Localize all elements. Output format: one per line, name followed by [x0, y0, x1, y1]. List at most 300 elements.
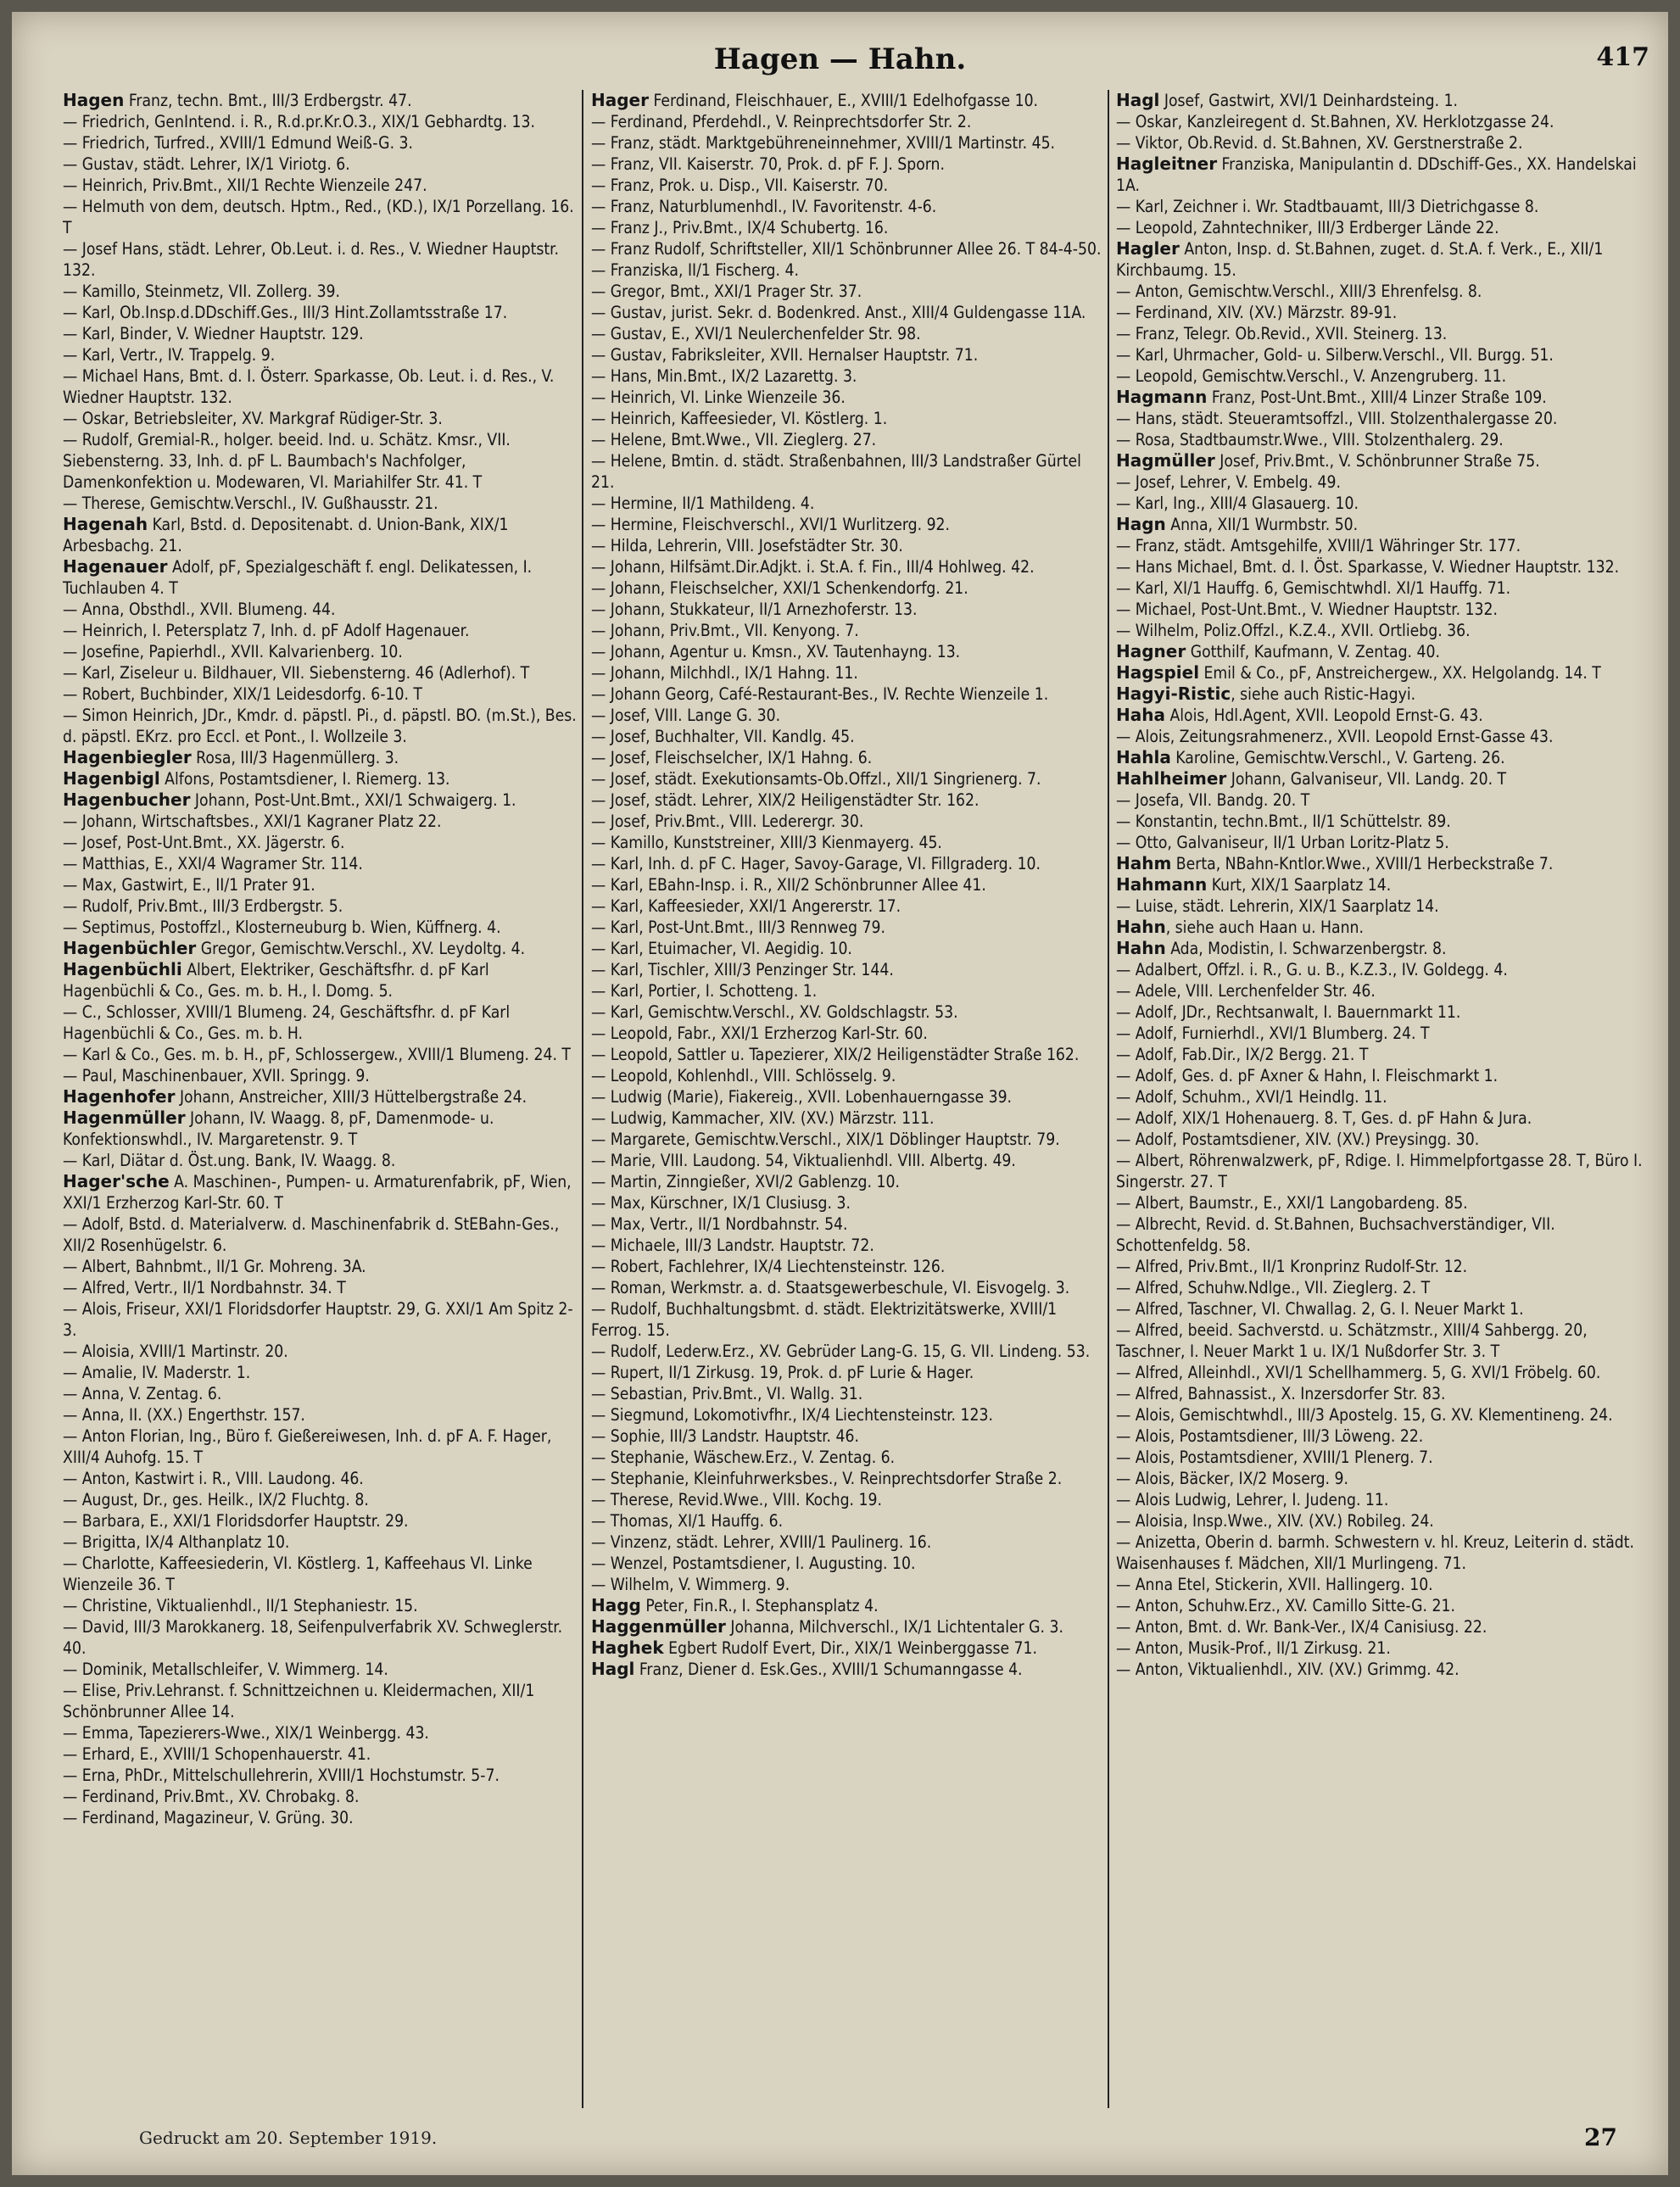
- entry-text: — Leopold, Sattler u. Tapezierer, XIX/2 Heiligenstädter Straße 162.: [591, 1045, 1080, 1064]
- directory-entry: [591, 1489, 1107, 1510]
- entry-surname: Hagenbiegler: [63, 747, 192, 767]
- entry-text: — Adalbert, Offzl. i. R., G. u. B., K.Z.3., IV. Goldegg. 4.: [1116, 960, 1508, 979]
- directory-entry: [63, 768, 578, 789]
- column-divider: [1108, 90, 1109, 2108]
- entry-surname: Hagmüller: [1116, 450, 1215, 471]
- directory-entry: [591, 1256, 1107, 1277]
- entry-text: Johann, Anstreicher, XIII/3 Hüttelbergstraße 24.: [175, 1087, 527, 1107]
- page-number: 417: [1596, 42, 1649, 72]
- directory-page: [12, 12, 1668, 2175]
- directory-entry: [1116, 832, 1654, 853]
- entry-text: — Matthias, E., XXI/4 Wagramer Str. 114.: [63, 854, 363, 873]
- entry-text: — Therese, Gemischtw.Verschl., IV. Gußhausstr. 21.: [63, 494, 438, 513]
- directory-entry: [1116, 429, 1654, 450]
- entry-text: — Karl, Post-Unt.Bmt., III/3 Rennweg 79.: [591, 918, 885, 937]
- directory-entry: [63, 1171, 578, 1213]
- directory-entry: [63, 1277, 578, 1298]
- entry-text: — Alfred, beeid. Sachverstd. u. Schätzmstr., XIII/4 Sahbergg. 20, Taschner, I. Neuer Markt 1 u. IX/1 Nußdorfer Str. 3. T: [1116, 1320, 1588, 1361]
- entry-surname: Hahn: [1116, 938, 1166, 958]
- directory-entry: [1116, 1616, 1654, 1637]
- directory-entry: [63, 853, 578, 874]
- directory-entry: [63, 493, 578, 514]
- entry-text: — Franz, Naturblumenhdl., IV. Favoritenstr. 4-6.: [591, 197, 937, 216]
- entry-text: Karl, Bstd. d. Depositenabt. d. Union-Bank, XIX/1 Arbesbachg. 21.: [63, 515, 509, 555]
- directory-entry: [591, 853, 1107, 874]
- entry-text: — Vinzenz, städt. Lehrer, XVIII/1 Paulinerg. 16.: [591, 1532, 932, 1552]
- entry-text: — Josef, städt. Exekutionsamts-Ob.Offzl., XII/1 Singrienerg. 7.: [591, 769, 1041, 789]
- directory-entry: [63, 1468, 578, 1489]
- directory-entry: [591, 1510, 1107, 1531]
- directory-entry: [591, 1637, 1107, 1659]
- entry-text: Josef, Gastwirt, XVI/1 Deinhardsteing. 1.: [1159, 91, 1459, 110]
- entry-surname: Hagenauer: [63, 556, 168, 577]
- directory-entry: [63, 662, 578, 683]
- directory-entry: [1116, 1447, 1654, 1468]
- entry-text: — Alois, Friseur, XXI/1 Floridsdorfer Hauptstr. 29, G. XXI/1 Am Spitz 2-3.: [63, 1299, 573, 1340]
- directory-entry: [591, 1425, 1107, 1447]
- entry-text: — Johann, Agentur u. Kmsn., XV. Tautenhayng. 13.: [591, 642, 961, 661]
- directory-entry: [1116, 1150, 1654, 1192]
- entry-text: Johanna, Milchverschl., IX/1 Lichtentaler G. 3.: [725, 1617, 1063, 1637]
- entry-text: , siehe auch Ristic-Hagyi.: [1231, 684, 1416, 704]
- entry-text: — Gregor, Bmt., XXI/1 Prager Str. 37.: [591, 282, 862, 301]
- directory-entry: [1116, 1319, 1654, 1362]
- entry-surname: Hagleitner: [1116, 153, 1218, 174]
- entry-surname: Haghek: [591, 1637, 664, 1658]
- entry-text: — Albert, Bahnbmt., II/1 Gr. Mohreng. 3A.: [63, 1257, 366, 1276]
- entry-text: — Rudolf, Gremial-R., holger. beeid. Ind. u. Schätz. Kmsr., VII. Siebensterng. 33, Inh. d. pF L. Baumbach's Nachfolger, Damenkonfektion u. Modewaren, VI. Mariahilfer Str. 41. T: [63, 430, 511, 492]
- entry-text: — Josef, Buchhalter, VII. Kandlg. 45.: [591, 727, 855, 746]
- directory-entry: [591, 1171, 1107, 1192]
- entry-text: — Ferdinand, Priv.Bmt., XV. Chrobakg. 8.: [63, 1787, 360, 1806]
- directory-entry: [591, 683, 1107, 705]
- entry-text: Alfons, Postamtsdiener, I. Riemerg. 13.: [159, 769, 450, 789]
- directory-entry: [63, 153, 578, 175]
- directory-entry: [63, 959, 578, 1001]
- directory-entry: [63, 1362, 578, 1383]
- directory-entry: [591, 1277, 1107, 1298]
- directory-entry: [591, 196, 1107, 217]
- entry-text: Johann, Galvaniseur, VII. Landg. 20. T: [1226, 769, 1507, 789]
- entry-text: — Franz Rudolf, Schriftsteller, XII/1 Schönbrunner Allee 26. T 84-4-50.: [591, 239, 1102, 259]
- entry-text: — Adolf, Bstd. d. Materialverw. d. Maschinenfabrik d. StEBahn-Ges., XII/2 Rosenhügelstr. 6.: [63, 1214, 560, 1255]
- entry-text: — Karl, Etuimacher, VI. Aegidig. 10.: [591, 939, 852, 958]
- entry-surname: Haha: [1116, 705, 1165, 725]
- entry-text: — Leopold, Kohlenhdl., VIII. Schlösselg. 9.: [591, 1066, 896, 1085]
- entry-surname: Hahn: [1116, 917, 1166, 937]
- entry-text: — David, III/3 Marokkanerg. 18, Seifenpulverfabrik XV. Schweglerstr. 40.: [63, 1617, 563, 1658]
- entry-surname: Hagenhofer: [63, 1086, 176, 1107]
- directory-entry: [63, 90, 578, 111]
- entry-text: — Karl, Tischler, XIII/3 Penzinger Str. 144.: [591, 960, 894, 979]
- entry-text: — Anton, Kastwirt i. R., VIII. Laudong. 46.: [63, 1469, 364, 1488]
- entry-text: — Brigitta, IX/4 Althanplatz 10.: [63, 1532, 290, 1552]
- page-header: [12, 42, 1668, 93]
- entry-text: — Josef, Post-Unt.Bmt., XX. Jägerstr. 6.: [63, 833, 345, 852]
- directory-entry: [63, 1510, 578, 1531]
- directory-entry: [591, 1595, 1107, 1616]
- entry-text: Anna, XII/1 Wurmbstr. 50.: [1165, 515, 1359, 534]
- directory-entry: [63, 1086, 578, 1107]
- entry-text: — Wenzel, Postamtsdiener, I. Augusting. 10.: [591, 1554, 916, 1573]
- directory-entry: [591, 747, 1107, 768]
- entry-text: — Viktor, Ob.Revid. d. St.Bahnen, XV. Gerstnerstraße 2.: [1116, 133, 1523, 153]
- entry-text: — Elise, Priv.Lehranst. f. Schnittzeichnen u. Kleidermachen, XII/1 Schönbrunner Allee 14.: [63, 1681, 535, 1721]
- directory-entry: [591, 365, 1107, 387]
- directory-entry: [1116, 1404, 1654, 1425]
- entry-text: — Leopold, Fabr., XXI/1 Erzherzog Karl-Str. 60.: [591, 1024, 928, 1043]
- directory-entry: [1116, 450, 1654, 471]
- directory-entry: [591, 556, 1107, 577]
- entry-surname: Hagen: [63, 90, 125, 110]
- directory-entry: [63, 705, 578, 747]
- directory-entry: [63, 1807, 578, 1828]
- entry-text: — Adolf, JDr., Rechtsanwalt, I. Bauernmarkt 11.: [1116, 1002, 1461, 1022]
- directory-entry: [63, 238, 578, 281]
- entry-surname: Hagner: [1116, 641, 1186, 661]
- directory-column-1: [63, 90, 578, 2104]
- directory-entry: [63, 281, 578, 302]
- entry-text: — Anna, Obsthdl., XVII. Blumeng. 44.: [63, 600, 336, 619]
- directory-entry: [63, 1786, 578, 1807]
- directory-entry: [63, 1298, 578, 1341]
- entry-text: — Michael Hans, Bmt. d. I. Österr. Sparkasse, Ob. Leut. i. d. Res., V. Wiedner Hauptstr. 132.: [63, 366, 555, 407]
- directory-entry: [63, 111, 578, 132]
- entry-text: — Kamillo, Kunststreiner, XIII/3 Kienmayerg. 45.: [591, 833, 942, 852]
- entry-text: — Anton, Musik-Prof., II/1 Zirkusg. 21.: [1116, 1638, 1391, 1658]
- entry-text: Ferdinand, Fleischhauer, E., XVIII/1 Edelhofgasse 10.: [648, 91, 1039, 110]
- entry-text: — Anna, II. (XX.) Engerthstr. 157.: [63, 1405, 305, 1425]
- entry-text: — Michael, Post-Unt.Bmt., V. Wiedner Hauptstr. 132.: [1116, 600, 1498, 619]
- entry-text: — Josef, Lehrer, V. Embelg. 49.: [1116, 472, 1341, 492]
- directory-entry: [1116, 599, 1654, 620]
- entry-text: — Simon Heinrich, JDr., Kmdr. d. päpstl. Pi., d. päpstl. BO. (m.St.), Bes. d. päpstl. EKrz. pro Eccl. et Pont., I. Wollzeile 3.: [63, 706, 577, 746]
- entry-text: — Aloisia, Insp.Wwe., XIV. (XV.) Robileg. 24.: [1116, 1511, 1434, 1531]
- entry-text: Albert, Elektriker, Geschäftsfhr. d. pF Karl Hagenbüchli & Co., Ges. m. b. H., I. Domg. 5.: [63, 960, 489, 1001]
- directory-entry: [63, 1065, 578, 1086]
- entry-text: — Konstantin, techn.Bmt., II/1 Schüttelstr. 89.: [1116, 812, 1451, 831]
- entry-text: — Anizetta, Oberin d. barmh. Schwestern v. hl. Kreuz, Leiterin d. städt. Waisenhauses f. Mädchen, XII/1 Murlingeng. 71.: [1116, 1532, 1634, 1573]
- directory-entry: [1116, 1574, 1654, 1595]
- entry-text: — Adolf, Ges. d. pF Axner & Hahn, I. Fleischmarkt 1.: [1116, 1066, 1499, 1085]
- directory-entry: [591, 1107, 1107, 1129]
- entry-text: — Christine, Viktualienhdl., II/1 Stephaniestr. 15.: [63, 1596, 418, 1615]
- entry-text: — Robert, Buchbinder, XIX/1 Leidesdorfg. 6-10. T: [63, 684, 422, 704]
- directory-entry: [591, 217, 1107, 238]
- entry-text: Ada, Modistin, I. Schwarzenbergstr. 8.: [1165, 939, 1447, 958]
- directory-entry: [1116, 238, 1654, 281]
- entry-text: — Franz, VII. Kaiserstr. 70, Prok. d. pF F. J. Sporn.: [591, 154, 945, 174]
- column-divider: [582, 90, 583, 2108]
- entry-text: Johann, Post-Unt.Bmt., XXI/1 Schwaigerg. 1.: [190, 790, 516, 810]
- directory-entry: [63, 1531, 578, 1553]
- directory-entry: [63, 1107, 578, 1150]
- entry-text: — Karl, Binder, V. Wiedner Hauptstr. 129.: [63, 324, 364, 343]
- entry-text: — Hermine, Fleischverschl., XVI/1 Wurlitzerg. 92.: [591, 515, 951, 534]
- entry-text: Kurt, XIX/1 Saarplatz 14.: [1207, 875, 1392, 895]
- entry-text: — Adolf, Fab.Dir., IX/2 Bergg. 21. T: [1116, 1045, 1369, 1064]
- directory-entry: [1116, 1065, 1654, 1086]
- directory-entry: [591, 662, 1107, 683]
- entry-text: — Helene, Bmt.Wwe., VII. Zieglerg. 27.: [591, 430, 877, 449]
- directory-entry: [63, 1743, 578, 1765]
- directory-entry: [591, 599, 1107, 620]
- directory-entry: [591, 641, 1107, 662]
- directory-entry: [1116, 705, 1654, 726]
- entry-text: Emil & Co., pF, Anstreichergew., XX. Helgolandg. 14. T: [1199, 663, 1601, 683]
- directory-entry: [1116, 747, 1654, 768]
- entry-text: — Karl, Ziseleur u. Bildhauer, VII. Siebensterng. 46 (Adlerhof). T: [63, 663, 530, 683]
- entry-text: — Thomas, XI/1 Hauffg. 6.: [591, 1511, 784, 1531]
- directory-entry: [1116, 1637, 1654, 1659]
- entry-text: — Heinrich, Kaffeesieder, VI. Köstlerg. 1.: [591, 409, 888, 428]
- entry-text: — Albert, Baumstr., E., XXI/1 Langobardeng. 85.: [1116, 1193, 1468, 1213]
- directory-entry: [591, 1616, 1107, 1637]
- directory-entry: [591, 1531, 1107, 1553]
- directory-entry: [591, 1044, 1107, 1065]
- directory-entry: [591, 789, 1107, 811]
- directory-entry: [1116, 302, 1654, 323]
- entry-text: — Karl, Diätar d. Öst.ung. Bank, IV. Waagg. 8.: [63, 1151, 396, 1170]
- entry-text: — Johann, Stukkateur, II/1 Arnezhoferstr. 13.: [591, 600, 918, 619]
- directory-entry: [1116, 556, 1654, 577]
- directory-entry: [63, 1001, 578, 1044]
- directory-entry: [591, 535, 1107, 556]
- entry-text: Adolf, pF, Spezialgeschäft f. engl. Delikatessen, I. Tuchlauben 4. T: [63, 557, 533, 598]
- entry-text: Franz, techn. Bmt., III/3 Erdbergstr. 47.: [124, 91, 412, 110]
- directory-entry: [63, 1404, 578, 1425]
- directory-entry: [1116, 1510, 1654, 1531]
- entry-text: Karoline, Gemischtw.Verschl., V. Garteng. 26.: [1170, 748, 1505, 767]
- entry-text: — Robert, Fachlehrer, IX/4 Liechtensteinstr. 126.: [591, 1257, 946, 1276]
- entry-text: — Alfred, Vertr., II/1 Nordbahnstr. 34. T: [63, 1278, 346, 1297]
- entry-text: — Karl, Portier, I. Schotteng. 1.: [591, 981, 818, 1001]
- entry-text: — Johann Georg, Café-Restaurant-Bes., IV. Rechte Wienzeile 1.: [591, 684, 1049, 704]
- directory-entry: [591, 620, 1107, 641]
- entry-surname: Hagenmüller: [63, 1107, 186, 1128]
- directory-entry: [1116, 1659, 1654, 1680]
- directory-entry: [1116, 980, 1654, 1001]
- entry-text: — Alfred, Alleinhdl., XVI/1 Schellhammerg. 5, G. XVI/1 Fröbelg. 60.: [1116, 1363, 1601, 1382]
- directory-entry: [1116, 1044, 1654, 1065]
- entry-text: — Franziska, II/1 Fischerg. 4.: [591, 260, 799, 280]
- directory-entry: [1116, 323, 1654, 344]
- directory-entry: [591, 238, 1107, 259]
- directory-entry: [591, 1553, 1107, 1574]
- directory-entry: [591, 917, 1107, 938]
- directory-entry: [63, 641, 578, 662]
- directory-entry: [591, 1298, 1107, 1341]
- entry-text: — Michaele, III/3 Landstr. Hauptstr. 72.: [591, 1236, 874, 1255]
- directory-entry: [1116, 1129, 1654, 1150]
- directory-entry: [63, 1213, 578, 1256]
- entry-text: — Adolf, Furnierhdl., XVI/1 Blumberg. 24. T: [1116, 1024, 1430, 1043]
- entry-surname: Hagg: [591, 1595, 641, 1615]
- directory-entry: [63, 1765, 578, 1786]
- directory-entry: [1116, 789, 1654, 811]
- page-title: Hagen — Hahn.: [713, 42, 967, 76]
- entry-text: — Therese, Revid.Wwe., VIII. Kochg. 19.: [591, 1490, 882, 1509]
- entry-text: — Franz, Telegr. Ob.Revid., XVII. Steinerg. 13.: [1116, 324, 1448, 343]
- directory-entry: [63, 408, 578, 429]
- directory-entry: [63, 874, 578, 895]
- directory-entry: [63, 917, 578, 938]
- directory-entry: [591, 281, 1107, 302]
- directory-entry: [63, 1659, 578, 1680]
- directory-entry: [591, 959, 1107, 980]
- entry-text: Franz, Post-Unt.Bmt., XIII/4 Linzer Straße 109.: [1207, 388, 1547, 407]
- entry-text: — Alois Ludwig, Lehrer, I. Judeng. 11.: [1116, 1490, 1389, 1509]
- directory-entry: [63, 344, 578, 365]
- entry-text: — Rudolf, Lederw.Erz., XV. Gebrüder Lang-G. 15, G. VII. Lindeng. 53.: [591, 1342, 1091, 1361]
- directory-entry: [63, 1383, 578, 1404]
- entry-text: — Franz J., Priv.Bmt., IX/4 Schubertg. 16.: [591, 218, 889, 237]
- sheet-number: 27: [1584, 2123, 1617, 2151]
- directory-entry: [1116, 344, 1654, 365]
- entry-text: — Heinrich, Priv.Bmt., XII/1 Rechte Wienzeile 247.: [63, 176, 427, 195]
- entry-text: — Alfred, Schuhw.Ndlge., VII. Zieglerg. 2. T: [1116, 1278, 1431, 1297]
- entry-text: — Ferdinand, Magazineur, V. Grüng. 30.: [63, 1808, 354, 1827]
- entry-text: — Franz, Prok. u. Disp., VII. Kaiserstr. 70.: [591, 176, 889, 195]
- directory-entry: [1116, 1256, 1654, 1277]
- directory-entry: [63, 1722, 578, 1743]
- entry-text: Franz, Diener d. Esk.Ges., XVIII/1 Schumanngasse 4.: [634, 1660, 1023, 1679]
- entry-text: — Alois, Zeitungsrahmenerz., XVII. Leopold Ernst-Gasse 43.: [1116, 727, 1554, 746]
- directory-entry: [1116, 1298, 1654, 1319]
- entry-text: — Rupert, II/1 Zirkusg. 19, Prok. d. pF Lurie & Hager.: [591, 1363, 974, 1382]
- directory-entry: [63, 514, 578, 556]
- entry-text: — Alois, Postamtsdiener, XVIII/1 Plenerg. 7.: [1116, 1448, 1433, 1467]
- directory-entry: [591, 1192, 1107, 1213]
- entry-text: Johann, IV. Waagg. 8, pF, Damenmode- u. Konfektionswhdl., IV. Margaretenstr. 9. T: [63, 1108, 494, 1149]
- entry-text: — Stephanie, Kleinfuhrwerksbes., V. Reinprechtsdorfer Straße 2.: [591, 1469, 1063, 1488]
- directory-entry: [1116, 1383, 1654, 1404]
- entry-text: — Hilda, Lehrerin, VIII. Josefstädter Str. 30.: [591, 536, 903, 555]
- directory-entry: [591, 811, 1107, 832]
- entry-text: — Anton, Schuhw.Erz., XV. Camillo Sitte-G. 21.: [1116, 1596, 1455, 1615]
- directory-entry: [63, 1616, 578, 1659]
- directory-entry: [591, 302, 1107, 323]
- entry-surname: Hager: [591, 90, 649, 110]
- entry-text: Anton, Insp. d. St.Bahnen, zuget. d. St.A. f. Verk., E., XII/1 Kirchbaumg. 15.: [1116, 239, 1604, 280]
- directory-entry: [1116, 514, 1654, 535]
- entry-text: — Wilhelm, V. Wimmerg. 9.: [591, 1575, 790, 1594]
- directory-entry: [1116, 153, 1654, 196]
- entry-text: — Karl, XI/1 Hauffg. 6, Gemischtwhdl. XI/1 Hauffg. 71.: [1116, 578, 1511, 598]
- directory-entry: [591, 938, 1107, 959]
- entry-text: — Max, Vertr., II/1 Nordbahnstr. 54.: [591, 1214, 848, 1234]
- entry-surname: Hagenbüchler: [63, 938, 197, 958]
- directory-entry: [63, 429, 578, 493]
- directory-entry: [1116, 1531, 1654, 1574]
- directory-entry: [591, 1023, 1107, 1044]
- entry-text: — Alois, Bäcker, IX/2 Moserg. 9.: [1116, 1469, 1348, 1488]
- directory-entry: [63, 895, 578, 917]
- directory-entry: [63, 1425, 578, 1468]
- directory-entry: [591, 705, 1107, 726]
- directory-entry: [1116, 1595, 1654, 1616]
- entry-text: — Franz, städt. Amtsgehilfe, XVIII/1 Währinger Str. 177.: [1116, 536, 1521, 555]
- directory-entry: [591, 323, 1107, 344]
- entry-surname: Haggenmüller: [591, 1616, 726, 1637]
- entry-text: — Ludwig (Marie), Fiakereig., XVII. Lobenhauerngasse 39.: [591, 1087, 1013, 1107]
- directory-entry: [591, 1001, 1107, 1023]
- directory-entry: [1116, 1086, 1654, 1107]
- entry-text: — Max, Gastwirt, E., II/1 Prater 91.: [63, 875, 315, 895]
- directory-entry: [63, 1341, 578, 1362]
- directory-entry: [591, 111, 1107, 132]
- directory-entry: [63, 132, 578, 153]
- entry-text: Gotthilf, Kaufmann, V. Zentag. 40.: [1186, 642, 1440, 661]
- entry-text: — Paul, Maschinenbauer, XVII. Springg. 9.: [63, 1066, 370, 1085]
- directory-entry: [1116, 874, 1654, 895]
- directory-entry: [1116, 535, 1654, 556]
- entry-text: — Erna, PhDr., Mittelschullehrerin, XVIII/1 Hochstumstr. 5-7.: [63, 1766, 500, 1785]
- entry-text: — Johann, Fleischselcher, XXI/1 Schenkendorfg. 21.: [591, 578, 968, 598]
- directory-entry: [591, 1341, 1107, 1362]
- entry-text: — Friedrich, Turfred., XVIII/1 Edmund Weiß-G. 3.: [63, 133, 413, 153]
- entry-text: Rosa, III/3 Hagenmüllerg. 3.: [191, 748, 399, 767]
- directory-entry: [1116, 683, 1654, 705]
- entry-text: — Karl, Uhrmacher, Gold- u. Silberw.Verschl., VII. Burgg. 51.: [1116, 345, 1554, 365]
- entry-text: Gregor, Gemischtw.Verschl., XV. Leydoltg. 4.: [196, 939, 526, 958]
- entry-surname: Hahlheimer: [1116, 768, 1227, 789]
- entry-surname: Hagler: [1116, 238, 1180, 259]
- entry-text: — Anton, Bmt. d. Wr. Bank-Ver., IX/4 Canisiusg. 22.: [1116, 1617, 1487, 1637]
- directory-entry: [63, 1489, 578, 1510]
- entry-text: — Karl, Zeichner i. Wr. Stadtbauamt, III/3 Dietrichgasse 8.: [1116, 197, 1539, 216]
- entry-text: — Johann, Wirtschaftsbes., XXI/1 Kagraner Platz 22.: [63, 812, 442, 831]
- directory-entry: [1116, 408, 1654, 429]
- directory-entry: [591, 387, 1107, 408]
- entry-text: — Septimus, Postoffzl., Klosterneuburg b. Wien, Küffnerg. 4.: [63, 918, 501, 937]
- entry-text: — Ferdinand, XIV. (XV.) Märzstr. 89-91.: [1116, 303, 1398, 322]
- directory-entry: [591, 429, 1107, 450]
- entry-text: — Franz, städt. Marktgebühreneinnehmer, XVIII/1 Martinstr. 45.: [591, 133, 1056, 153]
- entry-text: — Dominik, Metallschleifer, V. Wimmerg. 14.: [63, 1660, 388, 1679]
- entry-text: — Adolf, XIX/1 Hohenauerg. 8. T, Ges. d. pF Hahn & Jura.: [1116, 1108, 1532, 1128]
- entry-text: — Alfred, Bahnassist., X. Inzersdorfer Str. 83.: [1116, 1384, 1446, 1403]
- directory-entry: [63, 599, 578, 620]
- entry-surname: Hagenah: [63, 514, 148, 534]
- entry-text: — Roman, Werkmstr. a. d. Staatsgewerbeschule, VI. Eisvogelg. 3.: [591, 1278, 1070, 1297]
- directory-entry: [63, 365, 578, 408]
- entry-text: A. Maschinen-, Pumpen- u. Armaturenfabrik, pF, Wien, XXI/1 Erzherzog Karl-Str. 60. T: [63, 1172, 572, 1213]
- entry-text: — Friedrich, GenIntend. i. R., R.d.pr.Kr.O.3., XIX/1 Gebhardtg. 13.: [63, 112, 535, 131]
- entry-text: — Sophie, III/3 Landstr. Hauptstr. 46.: [591, 1426, 859, 1446]
- entry-text: — Luise, städt. Lehrerin, XIX/1 Saarplatz 14.: [1116, 896, 1439, 916]
- directory-entry: [63, 1680, 578, 1722]
- directory-entry: [63, 938, 578, 959]
- directory-entry: [1116, 662, 1654, 683]
- directory-entry: [1116, 281, 1654, 302]
- entry-text: — Alfred, Priv.Bmt., II/1 Kronprinz Rudolf-Str. 12.: [1116, 1257, 1468, 1276]
- entry-text: — Marie, VIII. Laudong. 54, Viktualienhdl. VIII. Albertg. 49.: [591, 1151, 1016, 1170]
- directory-entry: [591, 153, 1107, 175]
- entry-text: — Charlotte, Kaffeesiederin, VI. Köstlerg. 1, Kaffeehaus VI. Linke Wienzeile 36. T: [63, 1554, 533, 1594]
- directory-column-2: [591, 90, 1107, 2104]
- entry-text: — Gustav, jurist. Sekr. d. Bodenkred. Anst., XIII/4 Guldengasse 11A.: [591, 303, 1086, 322]
- directory-entry: [1116, 917, 1654, 938]
- directory-entry: [591, 1574, 1107, 1595]
- entry-surname: Hagl: [591, 1659, 635, 1679]
- directory-entry: [1116, 726, 1654, 747]
- entry-text: — Oskar, Kanzleiregent d. St.Bahnen, XV. Herklotzgasse 24.: [1116, 112, 1554, 131]
- directory-entry: [1116, 811, 1654, 832]
- directory-entry: [591, 980, 1107, 1001]
- entry-surname: Hagyi-Ristic: [1116, 683, 1231, 704]
- directory-entry: [1116, 620, 1654, 641]
